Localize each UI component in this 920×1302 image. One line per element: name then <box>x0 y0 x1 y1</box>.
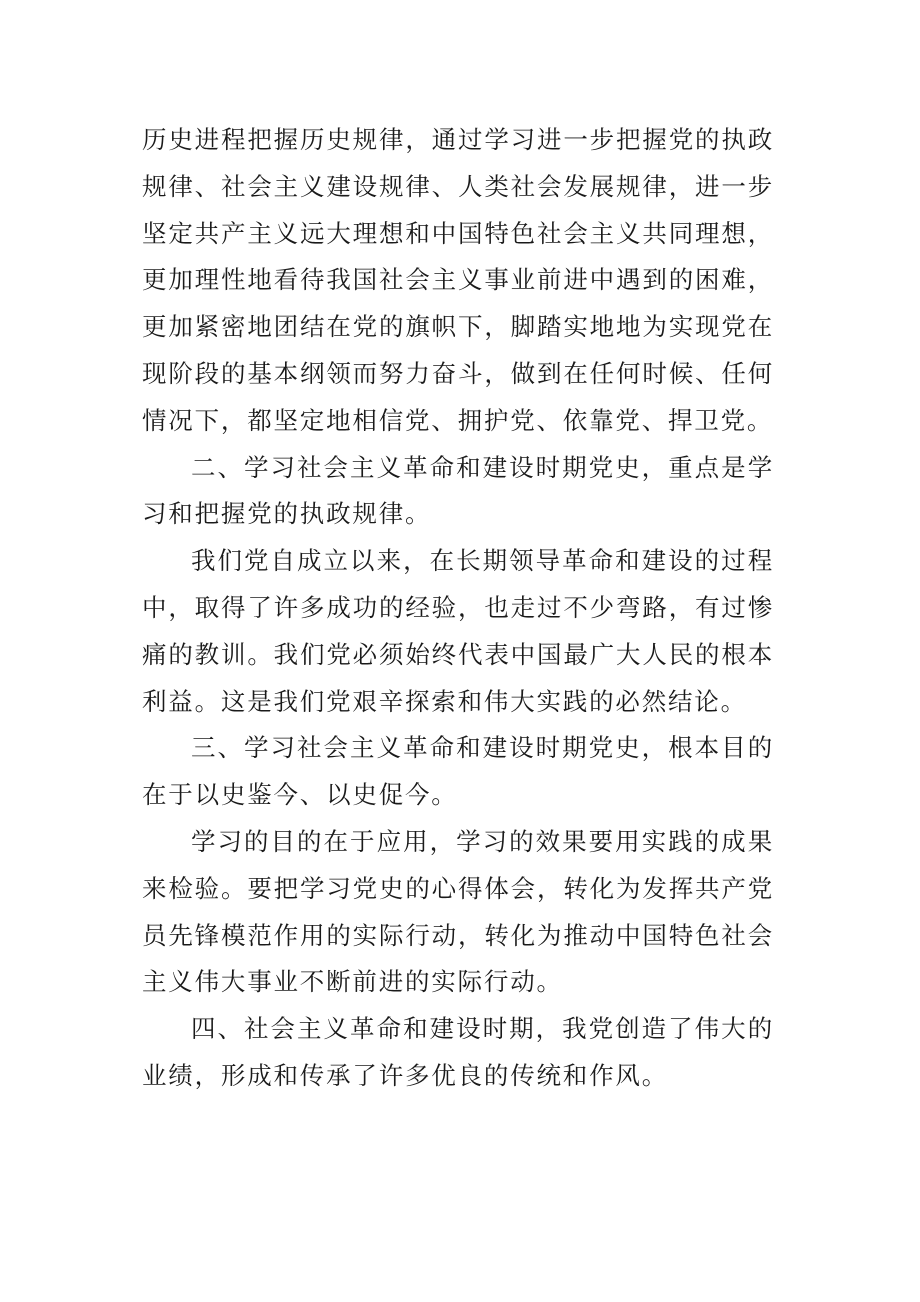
section-heading-three: 三、学习社会主义革命和建设时期党史，根本目的在于以史鉴今、以史促今。 <box>142 733 774 810</box>
paragraph-continuation: 历史进程把握历史规律，通过学习进一步把握党的执政规律、社会主义建设规律、人类社会发展规律，进一步坚定共产主义远大理想和中国特色社会主义共同理想，更加理性地看待我国社会主义事业前进中遇到的困难，更加紧密地团结在党的旗帜下，脚踏实地地为实现党在现阶段的基本纲领而努力奋斗，做到在任何时候、任何情况下，都坚定地相信党、拥护党、依靠党、捍卫党。 <box>142 125 774 435</box>
document-body <box>142 117 774 1100</box>
paragraph-lessons: 我们党自成立以来，在长期领导革命和建设的过程中，取得了许多成功的经验，也走过不少弯路，有过惨痛的教训。我们党必须始终代表中国最广大人民的根本利益。这是我们党艰辛探索和伟大实践的必然结论。 <box>142 546 774 716</box>
section-heading-four: 四、社会主义革命和建设时期，我党创造了伟大的业绩，形成和传承了许多优良的传统和作风。 <box>142 1014 774 1090</box>
paragraph-application: 学习的目的在于应用，学习的效果要用实践的成果来检验。要把学习党史的心得体会，转化为发挥共产党员先锋模范作用的实际行动，转化为推动中国特色社会主义伟大事业不断前进的实际行动。 <box>142 826 774 997</box>
section-heading-two: 二、学习社会主义革命和建设时期党史，重点是学习和把握党的执政规律。 <box>142 452 774 529</box>
